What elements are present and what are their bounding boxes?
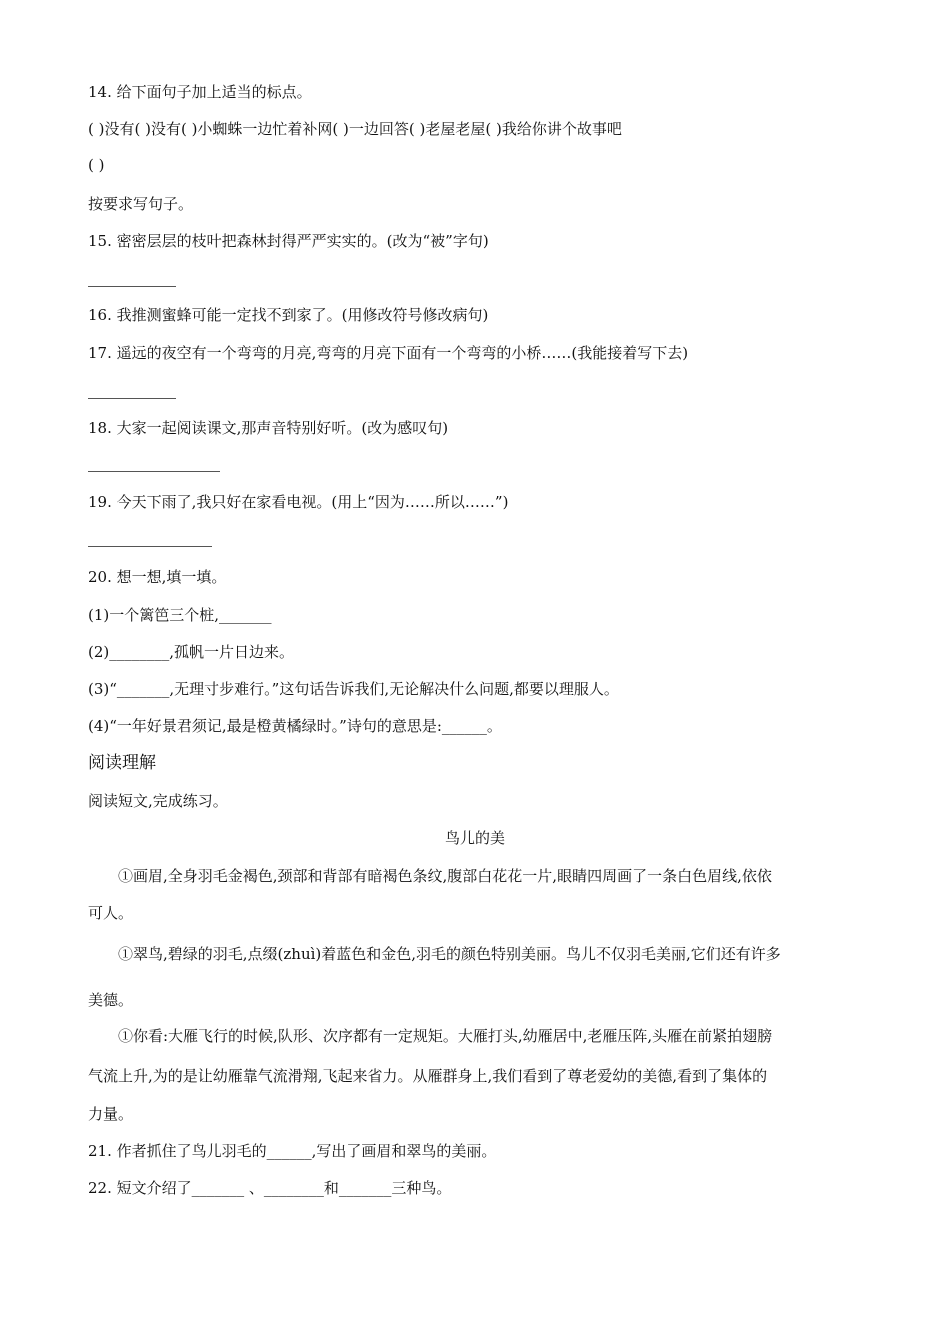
q20-item4: (4)“一年好景君须记,最是橙黄橘绿时。”诗句的意思是:______。 [88,717,502,735]
passage-title: 鸟儿的美 [444,829,505,847]
passage-paragraph1-line2: 可人。 [88,904,134,922]
q14-title: 14. 给下面句子加上适当的标点。 [88,83,312,101]
passage-paragraph3-line1: ①你看:大雁飞行的时候,队形、次序都有一定规矩。大雁打头,幼雁居中,老雁压阵,头雁在前紧拍翅膀 [118,1027,773,1045]
q15-answer-line [88,286,176,287]
reading-instruction: 阅读短文,完成练习。 [88,792,228,810]
q20-title: 20. 想一想,填一填。 [88,568,227,586]
q22-text: 22. 短文介绍了_______ 、________和_______三种鸟。 [88,1179,452,1197]
passage-paragraph2-line1: ①翠鸟,碧绿的羽毛,点缀(zhuì)着蓝色和金色,羽毛的颜色特别美丽。鸟儿不仅羽毛美丽,它们还有许多 [118,945,781,963]
reading-section-title: 阅读理解 [88,753,156,773]
q18-answer-line [88,471,220,472]
passage-paragraph3-line3: 力量。 [88,1105,134,1123]
q20-item2: (2)________,孤帆一片日边来。 [88,643,295,661]
q19-text: 19. 今天下雨了,我只好在家看电视。(用上“因为……所以……”) [88,493,509,511]
q17-text: 17. 遥远的夜空有一个弯弯的月亮,弯弯的月亮下面有一个弯弯的小桥……(我能接着写下去) [88,344,689,362]
q20-item3: (3)“_______,无理寸步难行。”这句话告诉我们,无论解决什么问题,都要以理服人。 [88,680,619,698]
q15-text: 15. 密密层层的枝叶把森林封得严严实实的。(改为“被”字句) [88,232,489,250]
q21-text: 21. 作者抓住了鸟儿羽毛的______,写出了画眉和翠鸟的美丽。 [88,1142,497,1160]
passage-paragraph2-line2: 美德。 [88,991,134,1009]
q20-item1: (1)一个篱笆三个桩,_______ [88,606,272,624]
q17-answer-line [88,398,176,399]
passage-paragraph3-line2: 气流上升,为的是让幼雁靠气流滑翔,飞起来省力。从雁群身上,我们看到了尊老爱幼的美德,看到了集体的 [88,1067,768,1085]
section-rewrite-heading: 按要求写句子。 [88,195,194,213]
q16-text: 16. 我推测蜜蜂可能一定找不到家了。(用修改符号修改病句) [88,306,489,324]
q14-sentence-line2: ( ) [88,156,105,174]
q18-text: 18. 大家一起阅读课文,那声音特别好听。(改为感叹句) [88,419,449,437]
q14-sentence-line1: ( )没有( )没有( )小蜘蛛一边忙着补网( )一边回答( )老屋老屋( )我给你讲个故事吧 [88,120,622,138]
passage-paragraph1-line1: ①画眉,全身羽毛金褐色,颈部和背部有暗褐色条纹,腹部白花花一片,眼睛四周画了一条白色眉线,依依 [118,867,772,885]
q19-answer-line [88,546,212,547]
